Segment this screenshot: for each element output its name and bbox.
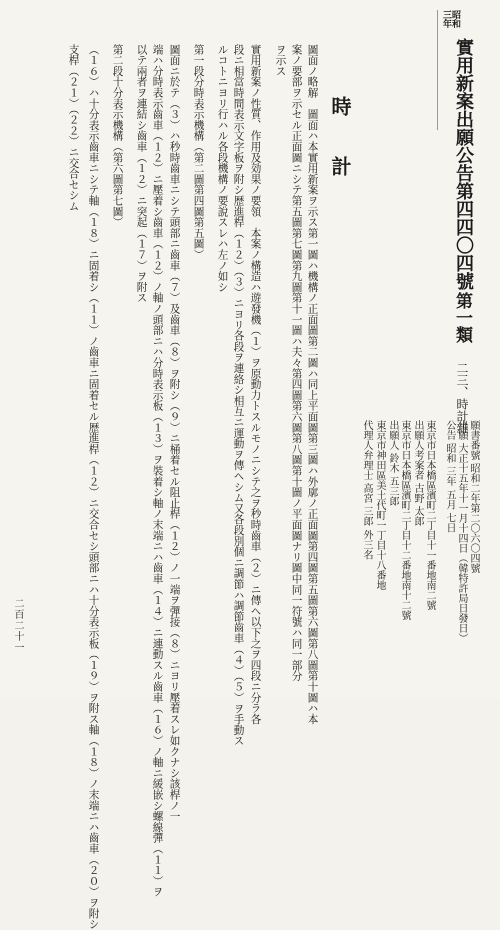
body-line-4: 實用新案ノ性質、作用及効果ノ要領 本案ノ構造ハ遊發機（１）ヲ原動力トスルモノニシテ之ヲ秒時齒車（２）ニ傳ヘ以下之ヲ四段ニ分ラ各 bbox=[249, 44, 262, 725]
inventor-address: 東京市日本橋區濱町二丁目十一番地南二號 bbox=[424, 420, 435, 610]
body-line-2: 案ノ要部ヲ示セル正面圖ニシテ第五圖第七圖第九圖第十一圖ハ夫々第四圖第六圖第八圖第十圖ノ平面圖ナリ圖中同一符號ハ同一部分 bbox=[290, 44, 303, 682]
body-line-5: 段ニ相當時間表示文字板ヲ附シ歴進桿（１２）（３）ニヨリ各段ヲ連絡シ相互ニ運動ヲ傳ヘシム又各段別個ニ調節ハ調節齒車（４）（５）ヲ手動ス bbox=[232, 44, 245, 747]
body-line-11: 第二段十分表示機構（第六圖第七圖） bbox=[111, 44, 124, 228]
publication-date: 公告 昭和 三年 五月 七日 bbox=[444, 420, 455, 533]
body-line-9: 端ハ分時表示齒車（１２）ニ壓着シ齒車（１２）ノ軸ノ頭部ニハ分時表示板（１３）ヲ裝着シ軸ノ末端ニハ齒車（１４）ニ連動スル齒車（１６）ノ軸ニ緩嵌シ螺線彈（１１）ヲ bbox=[151, 44, 164, 898]
header-divider bbox=[437, 10, 438, 130]
page-number: 二百二十一 bbox=[12, 598, 23, 653]
body-line-3: ヲ示ス bbox=[274, 44, 287, 77]
category-label: 第一類 bbox=[452, 292, 472, 343]
era-bottom: 三年 bbox=[441, 10, 451, 28]
body-line-12: （１６）ハ十分表示齒車ニシテ軸（１８）ニ固着シ（１１）ノ齒車ニ固着セル歴進桿（１２）ニ交合セシ頭部ニハ十分表示板（１９）ヲ附ス軸（１８）ノ末端ニハ齒車（２０）ヲ附シ bbox=[87, 44, 100, 930]
inventor-name: 出願人考案者 古野 太郎 bbox=[412, 420, 423, 527]
agent-address: 東京市神田區美土代町一丁目十八番地 bbox=[374, 420, 385, 590]
class-number: 二三、時計雜 bbox=[455, 362, 469, 434]
applicant-name: 出願人 鈴木 五三郎 bbox=[387, 420, 398, 507]
body-line-8: 圖面ニ於テ（３）ハ秒時齒車ニシテ頭部ニ齒車（７）及齒車（８）ヲ附シ（９）ニ桶着セル阻止桿（１２）ノ一端ヲ彈接（８）ニヨリ壓着スレ如クナシ該桿ノ一 bbox=[168, 44, 181, 822]
section-title: 時 計 bbox=[328, 96, 352, 176]
body-line-1: 圖面ノ略解 圖面ハ本實用新案ヲ示ス第一圖ハ機構ノ正面圖第二圖ハ同上平面圖第三圖ハ外廓ノ正面圖第四圖第五圖第六圖第八圖第十圖ハ本 bbox=[306, 44, 319, 725]
body-line-10: 以テ兩者ヲ連結シ齒車（１２）ニ突起（１７）ヲ附ス bbox=[135, 44, 148, 304]
publication-title: 實用新案出願公告第四四〇四號 bbox=[453, 38, 474, 290]
era-top: 昭和 bbox=[450, 10, 460, 28]
application-number: 願書番號 昭和二年第二〇六〇四號 bbox=[468, 420, 479, 574]
body-line-6: ルコトニヨリ行ハル各段機構ノ要說スレハ左ノ如シ bbox=[216, 44, 229, 293]
filing-date: 出願 大正十五年十一月十四日（韓特許局日發日） bbox=[456, 420, 467, 644]
agent-name: 代理人弁理士 高宮 三郎 外三名 bbox=[361, 420, 372, 560]
applicant-address: 東京市日本橋區濱町二丁目十二番地南十二號 bbox=[399, 420, 410, 620]
body-line-13: 支桿（２１）（２２）ニ交合セシム bbox=[67, 44, 80, 212]
body-line-7: 第一段分時表示機構（第二圖第四圖第五圖） bbox=[192, 44, 205, 260]
